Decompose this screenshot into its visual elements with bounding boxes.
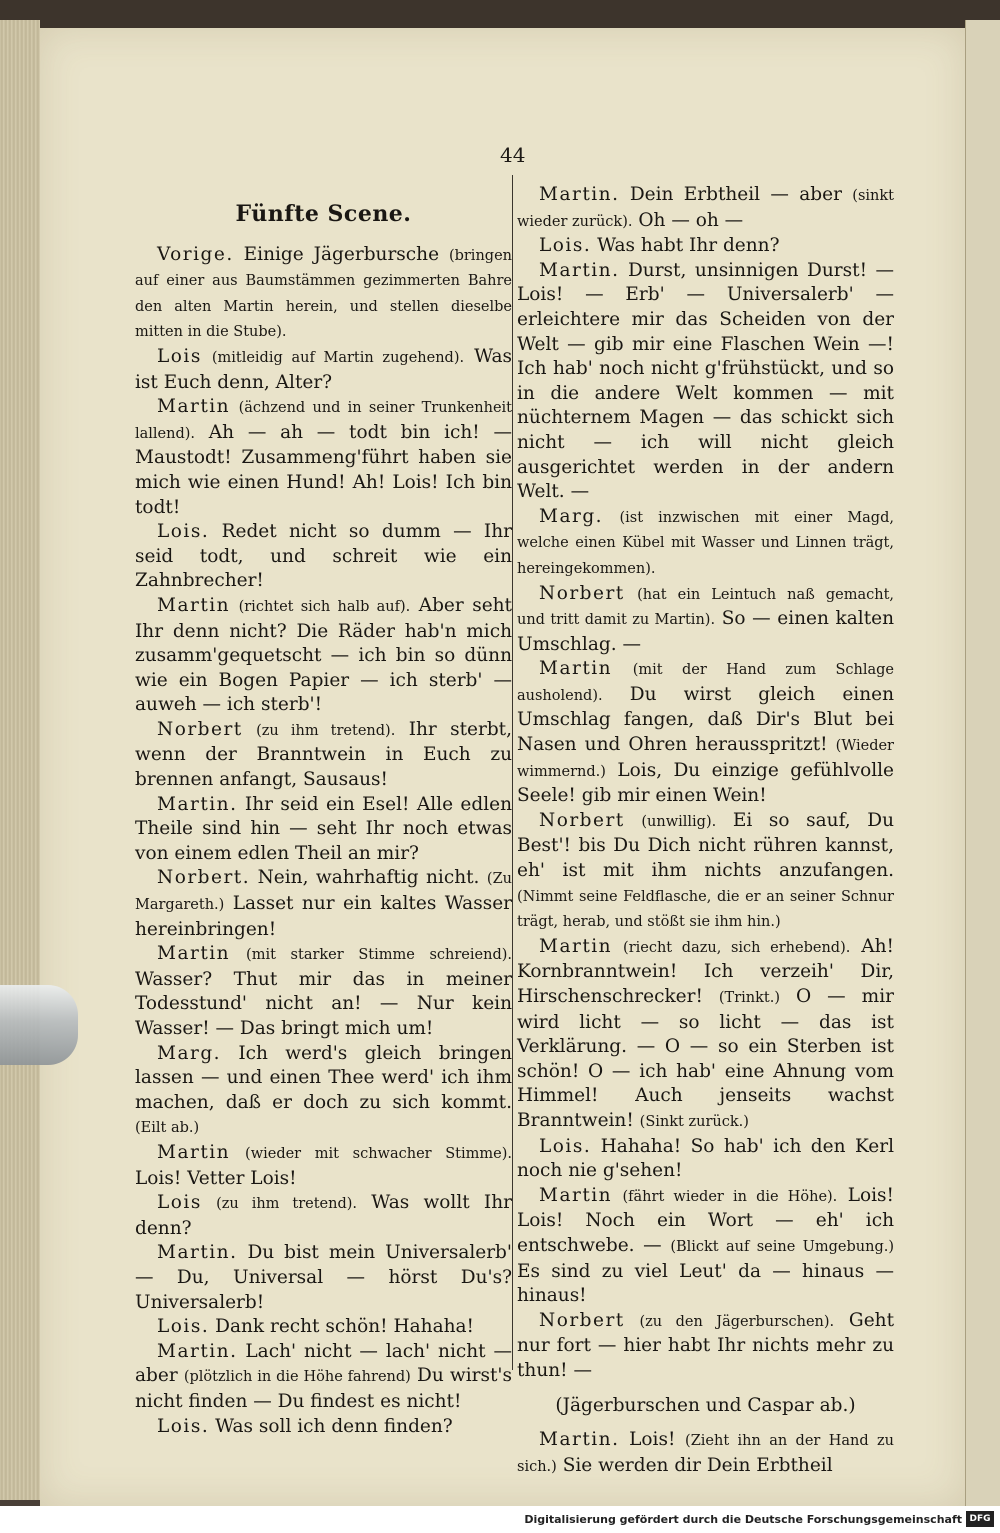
dialogue-text: Lois! Vetter Lois!: [135, 1167, 297, 1189]
dialogue-text: Lasset nur ein kaltes Wasser hereinbringen!: [135, 893, 512, 940]
speaker-name: Norbert.: [157, 867, 251, 889]
stage-direction: (mit der Hand zum Schlage ausholend).: [517, 662, 894, 704]
dialogue-text: Ah! Kornbranntwein! Ich verzeih' Dir, Hirschenschrecker!: [517, 935, 894, 1007]
dialogue-paragraph: [135, 1415, 512, 1440]
speaker-name: Martin.: [157, 793, 238, 815]
speaker-name: Marg.: [157, 1042, 222, 1064]
speaker-name: Lois.: [157, 521, 210, 543]
dialogue-paragraph: [517, 234, 894, 259]
dialogue-paragraph: [135, 594, 512, 718]
stage-direction: (wieder mit schwacher Stimme).: [245, 1145, 512, 1162]
dialogue-text: Ihr sterbt, wenn der Branntwein in Euch zu brennen anfangt, Sausaus!: [135, 718, 512, 791]
right-column: [517, 183, 894, 1479]
stage-direction: (bringen auf einer aus Baumstämmen gezimmerten Bahre den alten Martin herein, und stellen dieselbe mitten in die Stube).: [135, 247, 512, 341]
column-divider: [512, 175, 513, 1370]
speaker-name: Norbert: [539, 809, 625, 831]
dialogue-paragraph: [517, 1394, 894, 1419]
stage-direction: (ist inzwischen mit einer Magd, welche einen Kübel mit Wasser und Linnen trägt, hereingekommen).: [517, 509, 894, 577]
speaker-name: Norbert: [539, 582, 625, 604]
dialogue-text: Nein, wahrhaftig nicht.: [257, 867, 480, 889]
dialogue-text: Lach' nicht — lach' nicht — aber: [135, 1340, 512, 1387]
dialogue-text: Du wirst's nicht finden — Du findest es nicht!: [135, 1365, 513, 1412]
dfg-logo: DFG: [966, 1511, 994, 1527]
stage-direction: (Blickt auf seine Umgebung.): [670, 1238, 894, 1255]
dialogue-paragraph: [135, 395, 512, 520]
dialogue-text: O — mir wird licht — so licht — das ist Verklärung. — O — so ein Sterben ist schön! O — ich hab' eine Ahnung vom Himmel! Auch jenseits wachst Branntwein!: [517, 986, 894, 1131]
dialogue-text: Dank recht schön! Hahaha!: [215, 1316, 474, 1338]
stage-direction: (Sinkt zurück.): [639, 1113, 749, 1130]
dialogue-paragraph: [517, 935, 894, 1135]
dialogue-paragraph: [135, 1241, 512, 1315]
speaker-name: Norbert: [539, 1309, 625, 1331]
speaker-name: Norbert: [157, 718, 243, 740]
dialogue-paragraph: [135, 520, 512, 594]
stage-direction: (richtet sich halb auf).: [238, 598, 411, 615]
dialogue-paragraph: [517, 657, 894, 809]
left-paragraphs: [135, 243, 512, 1440]
speaker-name: Martin.: [157, 1340, 238, 1362]
stage-direction: (ächzend und in seiner Trunkenheit lallend).: [135, 400, 512, 442]
dialogue-text: Was habt Ihr denn?: [597, 235, 780, 257]
dialogue-text: Aber seht Ihr denn nicht? Die Räder hab'n mich zusamm'gequetscht — ich bin so dünn wie ein Bogen Papier — ich sterb' — auweh — ich sterb'!: [135, 594, 512, 716]
stage-direction: (fährt wieder in die Höhe).: [622, 1188, 838, 1205]
speaker-name: Martin: [539, 1184, 613, 1206]
dialogue-paragraph: [517, 259, 894, 505]
facing-page-edge: [965, 20, 1000, 1510]
speaker-name: Lois.: [539, 235, 592, 257]
dialogue-text: Du wirst gleich einen Umschlag fangen, daß Dir's Blut bei Nasen und Ohren herausspritzt!: [517, 683, 894, 756]
dialogue-text: Durst, unsinnigen Durst! — Lois! — Erb' — Universalerb' — erleichtere mir das Scheiden von der Welt — gib mir eine Flaschen Wein —! Ich hab' noch nicht g'frühstückt, und so in die andere Welt kommen — mit nüchternem Magen — das schickt sich nicht — ich will nicht gleich ausgerichtet werden in der andern Welt. —: [517, 259, 894, 503]
speaker-name: Lois: [157, 345, 202, 367]
dialogue-paragraph: [135, 345, 512, 395]
dialogue-paragraph: [517, 809, 894, 935]
stage-direction: (Nimmt seine Feldflasche, die er an seiner Schnur trägt, herab, und stößt sie ihm hin.): [517, 888, 894, 931]
stage-direction: (Zu Margareth.): [135, 871, 512, 914]
book-page-edges: [0, 20, 40, 1500]
dialogue-text: Hahaha! So hab' ich den Kerl noch nie g'sehen!: [517, 1135, 894, 1182]
dialogue-text: Sie werden dir Dein Erbtheil: [562, 1454, 833, 1476]
stage-direction: (zu ihm tretend).: [256, 722, 396, 739]
speaker-name: Martin: [539, 935, 613, 957]
dialogue-paragraph: [517, 183, 894, 234]
stage-direction: (Wieder wimmernd.): [517, 738, 894, 780]
dialogue-text: Was ist Euch denn, Alter?: [135, 345, 513, 393]
dialogue-paragraph: [135, 1141, 512, 1191]
dialogue-text: Lois!: [629, 1429, 676, 1451]
scan-background: [0, 0, 1000, 30]
speaker-name: Martin: [157, 396, 231, 418]
stage-direction: (zu ihm tretend).: [216, 1196, 358, 1213]
dialogue-paragraph: [517, 1428, 894, 1479]
left-column: [135, 190, 512, 1439]
stage-direction: (hat ein Leintuch naß gemacht, und tritt damit zu Martin).: [517, 586, 894, 629]
speaker-name: Martin.: [539, 1429, 620, 1451]
dialogue-text: Redet nicht so dumm — Ihr seid todt, und schreit wie ein Zahnbrecher!: [135, 521, 512, 592]
speaker-name: Martin.: [539, 184, 620, 205]
dialogue-paragraph: [517, 1309, 894, 1384]
speaker-name: Martin: [157, 1141, 231, 1163]
stage-direction: (Trinkt.): [718, 990, 781, 1006]
stage-direction: (mit starker Stimme schreiend).: [246, 947, 512, 964]
dialogue-text: Ei so sauf, Du Best'! bis Du Dich nicht rühren kannst, eh' ist mit ihm nichts anzufangen.: [517, 809, 894, 882]
stage-direction: (plötzlich in die Höhe fahrend): [183, 1369, 411, 1386]
dialogue-paragraph: [135, 1315, 512, 1340]
dialogue-text: Wasser? Thut mir das in meiner Todesstund' nicht an! — Nur kein Wasser! — Das bringt mich um!: [135, 968, 512, 1039]
dialogue-text: Dein Erbtheil — aber: [629, 184, 842, 205]
speaker-name: Martin: [539, 658, 613, 680]
dialogue-paragraph: [135, 1340, 512, 1415]
stage-direction: (sinkt wieder zurück).: [517, 188, 894, 230]
dialogue-text: Was wollt Ihr denn?: [135, 1192, 512, 1239]
stage-direction: (zu den Jägerburschen).: [639, 1313, 835, 1330]
speaker-name: Lois: [157, 1192, 202, 1214]
dialogue-text: Ihr seid ein Esel! Alle edlen Theile sind hin — seht Ihr noch etwas von einem edlen Theil an mir?: [135, 793, 512, 864]
dialogue-text: Ich werd's gleich bringen lassen — und einen Thee werd' ich ihm machen, daß er doch zu sich kommt.: [135, 1042, 512, 1113]
speaker-name: Martin: [157, 943, 231, 965]
speaker-name: Lois.: [539, 1135, 592, 1157]
dialogue-paragraph: [135, 1042, 512, 1141]
dialogue-text: Du bist mein Universalerb' — Du, Universal — hörst Du's? Universalerb!: [135, 1242, 512, 1313]
dialogue-paragraph: [517, 582, 894, 658]
scene-title: Fünfte Scene.: [235, 201, 412, 227]
footer-credit: Digitalisierung gefördert durch die Deutsche Forschungsgemeinschaft: [524, 1513, 962, 1526]
stage-direction: (riecht dazu, sich erhebend).: [623, 939, 851, 956]
page-number: 44: [500, 143, 526, 167]
dialogue-paragraph: [135, 1191, 512, 1241]
dialogue-paragraph: [135, 866, 512, 942]
stage-direction: (Eilt ab.): [135, 1120, 200, 1137]
speaker-name: Martin: [157, 594, 231, 616]
speaker-name: Lois.: [157, 1316, 210, 1338]
dialogue-text: Es sind zu viel Leut' da — hinaus — hinaus!: [517, 1260, 894, 1307]
dialogue-paragraph: [135, 793, 512, 867]
dialogue-paragraph: [135, 718, 512, 793]
dialogue-text: Was soll ich denn finden?: [215, 1415, 453, 1437]
dialogue-text: So — einen kalten Umschlag. —: [517, 608, 894, 655]
dialogue-text: Geht nur fort — hier habt Ihr nichts mehr zu thun! —: [517, 1309, 894, 1381]
dialogue-paragraph: [135, 243, 512, 345]
dialogue-text: Lois! Lois! Noch ein Wort — eh' ich entschwebe. —: [517, 1184, 894, 1256]
dialogue-paragraph: [517, 505, 894, 582]
speaker-name: Martin.: [539, 259, 620, 281]
speaker-name: Vorige.: [157, 243, 234, 265]
dialogue-paragraph: [517, 1184, 894, 1309]
stage-direction: (Jägerburschen und Caspar ab.): [555, 1394, 856, 1416]
right-paragraphs: [517, 183, 894, 1479]
dialogue-text: Einige Jägerbursche: [243, 243, 440, 265]
dialogue-paragraph: [135, 942, 512, 1041]
dialogue-text: Ah — ah — todt bin ich! — Maustodt! Zusammeng'führt haben sie mich wie einen Hund! Ah! Lois! Ich bin todt!: [135, 421, 512, 518]
scanner-clip: [0, 985, 78, 1065]
dialogue-text: Lois, Du einzige gefühlvolle Seele! gib mir einen Wein!: [517, 759, 894, 807]
speaker-name: Martin.: [157, 1242, 238, 1264]
stage-direction: (unwillig).: [641, 813, 717, 830]
dialogue-paragraph: [517, 1135, 894, 1184]
dialogue-text: Oh — oh —: [638, 209, 744, 231]
speaker-name: Lois.: [157, 1415, 210, 1437]
speaker-name: Marg.: [539, 505, 604, 527]
stage-direction: (mitleidig auf Martin zugehend).: [211, 349, 465, 366]
stage-direction: (Zieht ihn an der Hand zu sich.): [517, 1433, 894, 1475]
